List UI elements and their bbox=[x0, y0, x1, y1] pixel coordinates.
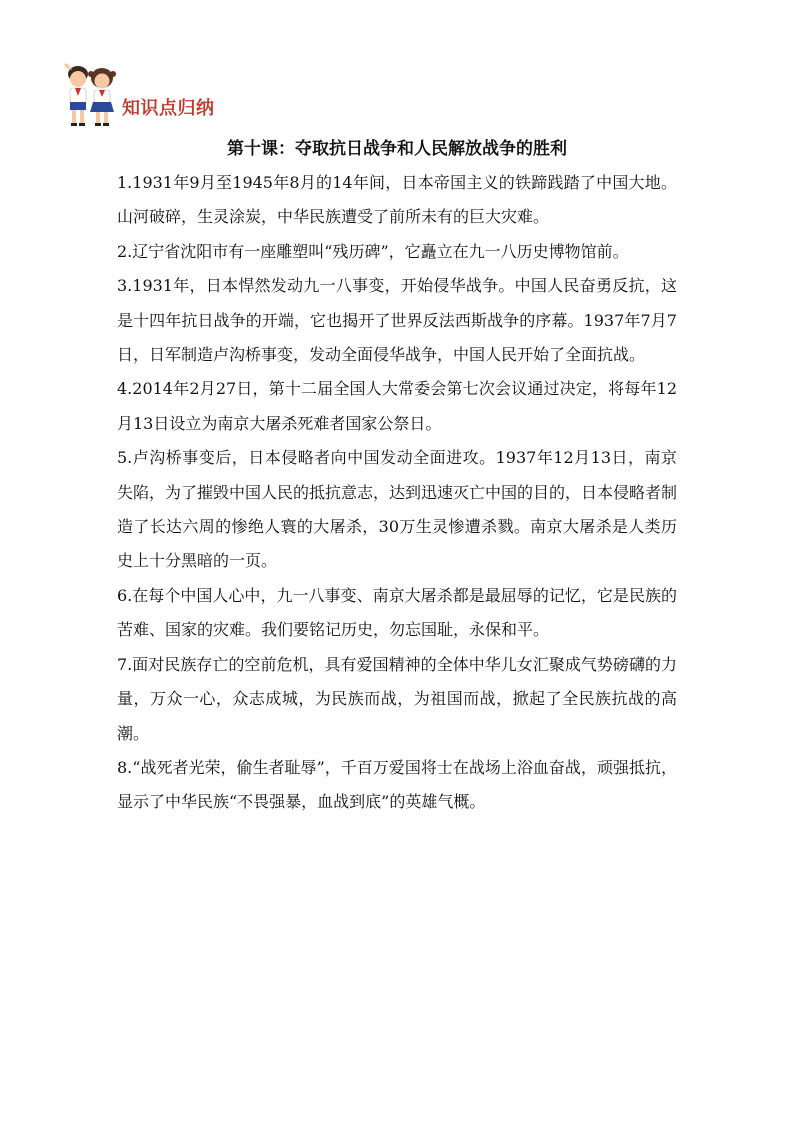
saluting-children-icon bbox=[60, 60, 118, 130]
knowledge-point-1: 1.1931年9月至1945年8月的14年间，日本帝国主义的铁蹄践踏了中国大地。山河破碎，生灵涂炭，中华民族遭受了前所未有的巨大灾难。 bbox=[117, 173, 677, 227]
section-heading: 知识点归纳 bbox=[122, 98, 215, 119]
knowledge-point-8: 8.“战死者光荣，偷生者耻辱”，千百万爱国将士在战场上浴血奋战，顽强抵抗，显示了中华民族“不畏强暴，血战到底”的英雄气概。 bbox=[117, 757, 677, 812]
lesson-title: 第十课：夺取抗日战争和人民解放战争的胜利 bbox=[227, 139, 567, 159]
section-header bbox=[60, 60, 260, 130]
knowledge-point-2: 2.辽宁省沈阳市有一座雕塑叫“残历碑”，它矗立在九一八历史博物馆前。 bbox=[117, 241, 629, 261]
knowledge-point-7: 7.面对民族存亡的空前危机，具有爱国精神的全体中华儿女汇聚成气势磅礴的力量，万众一心，众志成城，为民族而战，为祖国而战，掀起了全民族抗战的高潮。 bbox=[117, 654, 677, 743]
knowledge-point-3: 3.1931年，日本悍然发动九一八事变，开始侵华战争。中国人民奋勇反抗，这是十四年抗日战争的开端，它也揭开了世界反法西斯战争的序幕。1937年7月7日，日军制造卢沟桥事变，发动全面侵华战争，中国人民开始了全面抗战。 bbox=[117, 276, 677, 365]
knowledge-list bbox=[117, 166, 677, 820]
knowledge-point-6: 6.在每个中国人心中，九一八事变、南京大屠杀都是最屈辱的记忆，它是民族的苦难、国家的灾难。我们要铭记历史，勿忘国耻，永保和平。 bbox=[117, 585, 677, 640]
knowledge-point-4: 4.2014年2月27日，第十二届全国人大常委会第七次会议通过决定，将每年12月13日设立为南京大屠杀死难者国家公祭日。 bbox=[117, 379, 677, 433]
knowledge-point-5: 5.卢沟桥事变后，日本侵略者向中国发动全面进攻。1937年12月13日，南京失陷，为了摧毁中国人民的抵抗意志，达到迅速灭亡中国的目的，日本侵略者制造了长达六周的惨绝人寰的大屠杀，30万生灵惨遭杀戮。南京大屠杀是人类历史上十分黑暗的一页。 bbox=[117, 448, 678, 571]
